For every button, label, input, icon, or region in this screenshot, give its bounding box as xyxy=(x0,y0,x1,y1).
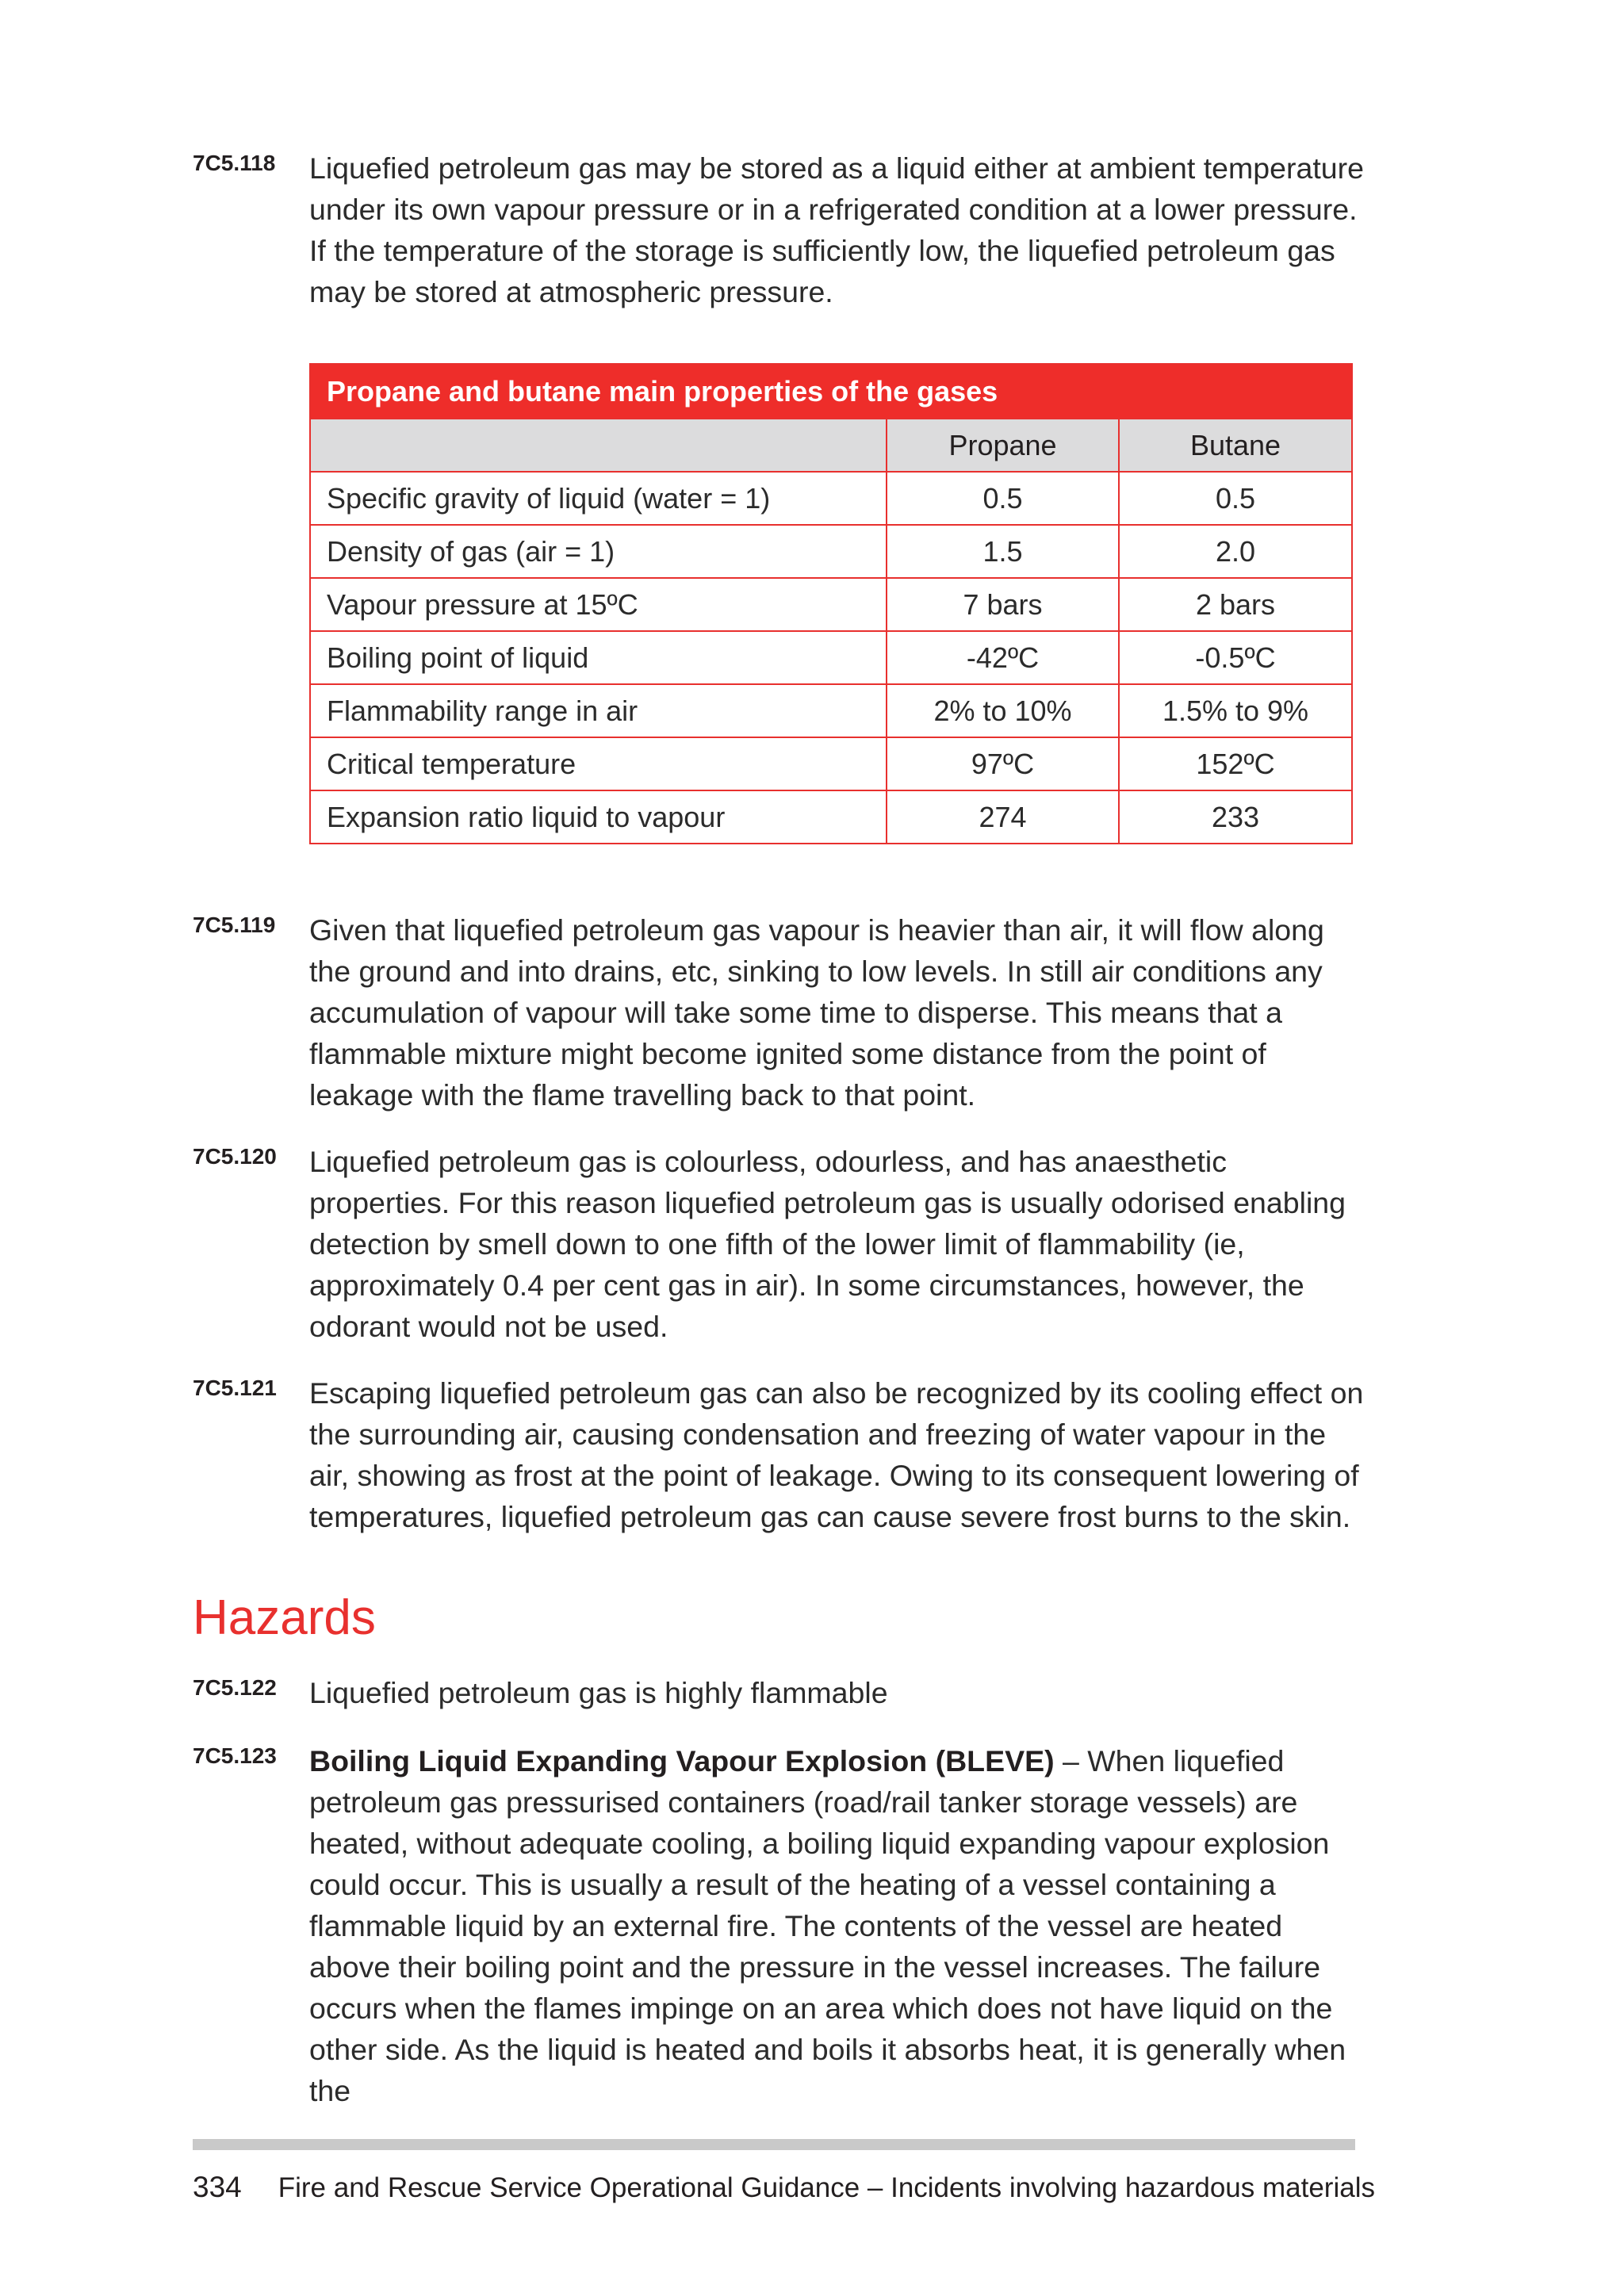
butane-value: 233 xyxy=(1119,790,1352,844)
table-row xyxy=(310,684,1352,737)
header-blank xyxy=(310,419,887,472)
hazards-heading: Hazards xyxy=(193,1590,376,1645)
propane-value: -42ºC xyxy=(887,631,1119,684)
paragraph-number: 7C5.119 xyxy=(193,913,276,937)
butane-value: -0.5ºC xyxy=(1119,631,1352,684)
paragraph-7c5-118 xyxy=(193,147,1366,312)
paragraph-number: 7C5.118 xyxy=(193,151,276,175)
table-row xyxy=(310,790,1352,844)
paragraph-7c5-121 xyxy=(193,1372,1366,1537)
butane-value: 2 bars xyxy=(1119,578,1352,631)
paragraph-text: Given that liquefied petroleum gas vapour is heavier than air, it will flow along the ground and into drains, etc, sinking to low levels. In still air conditions any accumulation of vapour will take some time to disperse. This means that a flammable mixture might become ignited some distance from the point of leakage with the flame travelling back to that point. xyxy=(309,913,1324,1112)
property-label: Density of gas (air = 1) xyxy=(310,525,887,578)
table-row xyxy=(310,737,1352,790)
paragraph-number: 7C5.121 xyxy=(193,1376,277,1400)
paragraph-7c5-120 xyxy=(193,1141,1366,1347)
page-footer xyxy=(193,2171,1375,2204)
propane-value: 0.5 xyxy=(887,472,1119,525)
butane-value: 152ºC xyxy=(1119,737,1352,790)
header-butane: Butane xyxy=(1119,419,1352,472)
table-title: Propane and butane main properties of the gases xyxy=(310,364,1352,419)
paragraph-text xyxy=(309,1740,1364,2111)
table-row xyxy=(310,578,1352,631)
table-row xyxy=(310,472,1352,525)
paragraph-number: 7C5.120 xyxy=(193,1144,277,1169)
paragraph-number: 7C5.122 xyxy=(193,1675,277,1700)
paragraph-7c5-122 xyxy=(193,1672,1366,1713)
footer-title: Fire and Rescue Service Operational Guidance – Incidents involving hazardous materials xyxy=(278,2172,1375,2203)
propane-value: 2% to 10% xyxy=(887,684,1119,737)
bleve-bold-lead: Boiling Liquid Expanding Vapour Explosion (BLEVE) xyxy=(309,1744,1055,1777)
table-title-row xyxy=(310,364,1352,419)
paragraph-text: Liquefied petroleum gas is highly flammable xyxy=(309,1676,888,1709)
property-label: Expansion ratio liquid to vapour xyxy=(310,790,887,844)
property-label: Critical temperature xyxy=(310,737,887,790)
propane-value: 7 bars xyxy=(887,578,1119,631)
butane-value: 0.5 xyxy=(1119,472,1352,525)
paragraph-text: Liquefied petroleum gas may be stored as a liquid either at ambient temperature under its own vapour pressure or in a refrigerated condition at a lower pressure. If the temperature of the storage is sufficiently low, the liquefied petroleum gas may be stored at atmospheric pressure. xyxy=(309,151,1364,308)
paragraph-number: 7C5.123 xyxy=(193,1743,277,1768)
paragraph-7c5-123 xyxy=(193,1740,1366,2111)
paragraph-7c5-119 xyxy=(193,909,1366,1115)
table-row xyxy=(310,631,1352,684)
property-label: Flammability range in air xyxy=(310,684,887,737)
property-label: Specific gravity of liquid (water = 1) xyxy=(310,472,887,525)
propane-value: 274 xyxy=(887,790,1119,844)
table-row xyxy=(310,525,1352,578)
butane-value: 2.0 xyxy=(1119,525,1352,578)
butane-value: 1.5% to 9% xyxy=(1119,684,1352,737)
property-label: Boiling point of liquid xyxy=(310,631,887,684)
bleve-text: – When liquefied petroleum gas pressurised containers (road/rail tanker storage vessels) are heated, without adequate cooling, a boiling liquid expanding vapour explosion could occur. This is usually a result of the heating of a vessel containing a flammable liquid by an external fire. The contents of the vessel are heated above their boiling point and the pressure in the vessel increases. The failure occurs when the flames impinge on an area which does not have liquid on the other side. As the liquid is heated and boils it absorbs heat, it is generally when the xyxy=(309,1744,1346,2107)
gas-properties-table xyxy=(309,363,1353,844)
header-propane: Propane xyxy=(887,419,1119,472)
paragraph-text: Liquefied petroleum gas is colourless, odourless, and has anaesthetic properties. For this reason liquefied petroleum gas is usually odorised enabling detection by smell down to one fifth of the lower limit of flammability (ie, approximately 0.4 per cent gas in air). In some circumstances, however, the odorant would not be used. xyxy=(309,1145,1346,1343)
property-label: Vapour pressure at 15ºC xyxy=(310,578,887,631)
paragraph-text: Escaping liquefied petroleum gas can also be recognized by its cooling effect on the surrounding air, causing condensation and freezing of water vapour in the air, showing as frost at the point of leakage. Owing to its consequent lowering of temperatures, liquefied petroleum gas can cause severe frost burns to the skin. xyxy=(309,1376,1364,1533)
footer-rule xyxy=(193,2139,1355,2150)
propane-value: 1.5 xyxy=(887,525,1119,578)
propane-value: 97ºC xyxy=(887,737,1119,790)
table-header-row xyxy=(310,419,1352,472)
page-number: 334 xyxy=(193,2171,242,2203)
